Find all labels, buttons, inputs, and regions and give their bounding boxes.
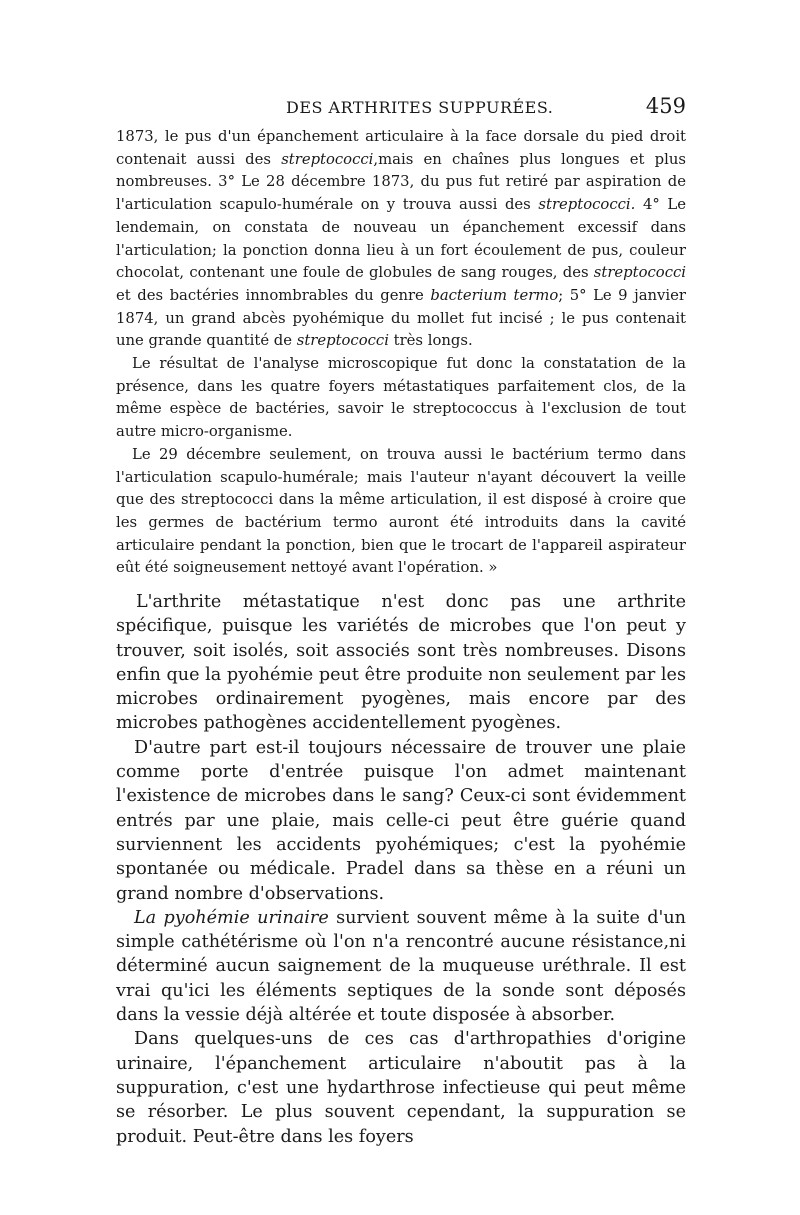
page-number: 459 [645, 94, 686, 118]
quoted-observation [116, 126, 686, 580]
italic-term: streptococci [281, 150, 374, 168]
quote-paragraph-3: Le 29 décembre seulement, on trouva aussi le bactérium termo dans l'articulation scapulo-humérale; mais l'auteur n'ayant découvert la veille que des streptococci dans la même articulation, il est disposé à croire que les germes de bactérium termo auront été introduits dans la cavité articulaire pendant la ponction, bien que le trocart de l'appareil aspirateur eût été soigneusement nettoyé avant l'opération. » [116, 445, 686, 577]
text-run: 4° Le lendemain, on constata de nouveau un épanchement excessif dans l'articulation; la ponction donna lieu à un fort écoulement de pus, couleur chocolat, contenant une foule de globules de sang rouges, des [116, 196, 686, 282]
quote-paragraph-2: Le résultat de l'analyse microscopique fut donc la constatation de la présence, dans les quatre foyers métastatiques parfaitement clos, de la même espèce de bactéries, savoir le streptococcus à l'exclusion de tout autre micro-organisme. [116, 355, 686, 441]
quote-paragraph-1 [116, 126, 686, 353]
body-paragraph-1: L'arthrite métastatique n'est donc pas une arthrite spécifique, puisque les variétés de microbes que l'on peut y trouver, soit isolés, soit associés sont très nombreuses. Disons enfin que la pyohémie peut être produite non seulement par les microbes ordinairement pyogènes, mais encore par des microbes pathogènes accidentellement pyogènes. [116, 592, 686, 734]
italic-term: streptococci [296, 332, 389, 350]
page-header [116, 94, 686, 122]
running-head: DES ARTHRITES SUPPURÉES. [286, 98, 554, 117]
text-run: 1873, le pus d'un épanchement articulaire à la face dorsale du pied droit contenait aussi des [116, 128, 686, 168]
text-run: et des bactéries innombrables du genre [116, 286, 431, 304]
text-run: ; 5° Le 9 janvier 1874, un grand abcès pyohémique du mollet fut incisé ; le pus contenait une grande quantité de [116, 286, 686, 350]
italic-term: bacterium termo [430, 286, 559, 304]
italic-term: streptococci. [538, 196, 636, 214]
italic-term: La pyohémie urinaire [134, 907, 329, 928]
body-paragraph-4: Dans quelques-uns de ces cas d'arthropathies d'origine urinaire, l'épanchement articulaire n'aboutit pas à la suppuration, c'est une hydarthrose infectieuse qui peut même se résorber. Le plus souvent cependant, la suppuration se produit. Peut-être dans les foyers [116, 1029, 686, 1147]
italic-term: streptococci [593, 264, 686, 282]
text-run: très longs. [388, 332, 473, 350]
main-text [116, 590, 686, 1149]
text-run: ,mais en chaînes plus longues et plus nombreuses. 3° Le 28 décembre 1873, du pus fut retiré par aspiration de l'articulation scapulo-humérale on y trouva aussi des [116, 150, 686, 214]
body-paragraph-2: D'autre part est-il toujours nécessaire de trouver une plaie comme porte d'entrée puisque l'on admet maintenant l'existence de microbes dans le sang? Ceux-ci sont évidemment entrés par une plaie, mais celle-ci peut être guérie quand surviennent les accidents pyohémiques; c'est la pyohémie spontanée ou médicale. Pradel dans sa thèse en a réuni un grand nombre d'observations. [116, 737, 686, 904]
text-run: survient souvent même à la suite d'un simple cathétérisme où l'on n'a rencontré aucune résistance,ni déterminé aucun saignement de la muqueuse uréthrale. Il est vrai qu'ici les éléments septiques de la sonde sont déposés dans la vessie déjà altérée et toute disposée à absorber. [116, 907, 686, 1026]
body-paragraph-3 [116, 906, 686, 1027]
